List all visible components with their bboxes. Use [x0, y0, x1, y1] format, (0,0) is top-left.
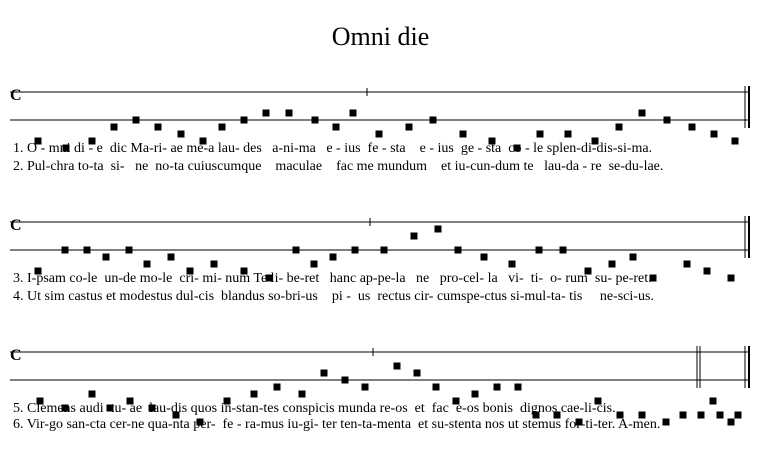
- neume-note: [481, 254, 488, 261]
- neume-note: [430, 117, 437, 124]
- clef-mark: C: [10, 87, 22, 104]
- neume-note: [350, 110, 357, 117]
- lyric-line: 3. I-psam co-le un-de mo-le cri- mi- num Te li- be-ret hanc ap-pe-la ne pro-cel- la vi- ti- o- rum su- pe-ret.: [13, 271, 652, 286]
- neume-note: [728, 419, 735, 426]
- neume-note: [333, 124, 340, 131]
- neume-note: [155, 124, 162, 131]
- neume-note: [630, 254, 637, 261]
- neume-note: [362, 384, 369, 391]
- neume-note: [219, 124, 226, 131]
- neume-note: [342, 377, 349, 384]
- neume-note: [494, 384, 501, 391]
- neume-note: [455, 247, 462, 254]
- neume-note: [728, 275, 735, 282]
- neume-note: [560, 247, 567, 254]
- neume-note: [616, 124, 623, 131]
- neume-note: [352, 247, 359, 254]
- lyric-line: 5. Clemens audi tu- ae lau-dis quos in-stan-tes conspicis munda re-os et fac e-os bonis dignos cae-li-cis.: [13, 401, 616, 416]
- neume-note: [406, 124, 413, 131]
- neume-note: [241, 117, 248, 124]
- staff-system-2: [0, 202, 761, 272]
- neume-note: [293, 247, 300, 254]
- neume-note: [639, 110, 646, 117]
- neume-note: [664, 117, 671, 124]
- neume-note: [732, 138, 739, 145]
- neume-note: [263, 110, 270, 117]
- neume-note: [126, 247, 133, 254]
- neume-note: [89, 391, 96, 398]
- neume-note: [103, 254, 110, 261]
- staff-system-1: [0, 72, 761, 142]
- clef-mark: C: [10, 347, 22, 364]
- clef-mark: C: [10, 217, 22, 234]
- staff-system-3: [0, 332, 761, 402]
- neume-note: [274, 384, 281, 391]
- neume-note: [663, 419, 670, 426]
- neume-note: [251, 391, 258, 398]
- neume-note: [704, 268, 711, 275]
- neume-note: [698, 412, 705, 419]
- neume-note: [321, 370, 328, 377]
- neume-note: [509, 261, 516, 268]
- neume-note: [735, 412, 742, 419]
- neume-note: [433, 384, 440, 391]
- neume-note: [536, 247, 543, 254]
- neume-note: [168, 254, 175, 261]
- neume-note: [680, 412, 687, 419]
- neume-note: [472, 391, 479, 398]
- neume-note: [609, 261, 616, 268]
- neume-note: [394, 363, 401, 370]
- neume-note: [330, 254, 337, 261]
- neume-note: [286, 110, 293, 117]
- neume-note: [515, 384, 522, 391]
- lyric-line: 4. Ut sim castus et modestus dul-cis blandus so-bri-us pi - us rectus cir- cumspe-ctus si-mul-ta- tis ne-sci-us.: [13, 289, 654, 304]
- page-title: Omni die: [331, 22, 430, 51]
- neume-note: [376, 131, 383, 138]
- neume-note: [381, 247, 388, 254]
- neume-note: [414, 370, 421, 377]
- neume-note: [689, 124, 696, 131]
- neume-note: [717, 412, 724, 419]
- neume-note: [311, 261, 318, 268]
- neume-note: [711, 131, 718, 138]
- neume-note: [133, 117, 140, 124]
- neume-note: [62, 247, 69, 254]
- neume-note: [710, 398, 717, 405]
- neume-note: [312, 117, 319, 124]
- neume-note: [144, 261, 151, 268]
- neume-note: [537, 131, 544, 138]
- neume-note: [211, 261, 218, 268]
- neume-note: [684, 261, 691, 268]
- neume-note: [111, 124, 118, 131]
- neume-note: [435, 226, 442, 233]
- neume-note: [84, 247, 91, 254]
- neume-note: [299, 391, 306, 398]
- neume-note: [460, 131, 467, 138]
- lyric-line: 6. Vir-go san-cta cer-ne qua-nta per- fe - ra-mus iu-gi- ter ten-ta-menta et su-stenta nos ut stemus for-ti-ter. A-men.: [13, 417, 661, 432]
- lyric-line: 1. O - mni di - e dic Ma-ri- ae me-a lau- des a-ni-ma e - ius fe - sta e - ius ge - sta co - le splen-di-dis-si-ma.: [13, 141, 653, 156]
- lyric-line: 2. Pul-chra to-ta si- ne no-ta cuiuscumque maculae fac me mundum et iu-cun-dum te lau-da - re se-du-lae.: [13, 159, 664, 174]
- neume-note: [565, 131, 572, 138]
- neume-note: [411, 233, 418, 240]
- neume-note: [178, 131, 185, 138]
